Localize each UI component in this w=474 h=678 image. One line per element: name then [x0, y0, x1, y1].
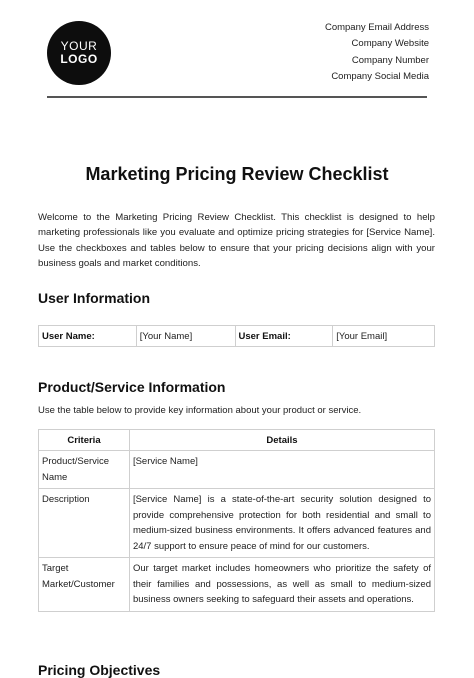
user-information-table: [38, 325, 435, 347]
intro-paragraph: Welcome to the Marketing Pricing Review Checklist. This checklist is designed to help marketing professionals like you evaluate and optimize pricing strategies for [Service Name]. Use the checkboxes and tables below to ensure that your pricing decisions align with your business goals and market conditions.: [38, 212, 435, 269]
user-name-label: User Name:: [39, 326, 137, 347]
table-row: [39, 558, 435, 612]
company-social-media: Company Social Media: [331, 70, 429, 82]
company-contact-block: [325, 20, 429, 85]
column-header-criteria: Criteria: [39, 430, 130, 451]
pricing-objectives-heading: Pricing Objectives: [38, 662, 161, 678]
user-email-field[interactable]: [Your Email]: [333, 326, 435, 347]
product-information-table: [38, 429, 435, 612]
company-website: Company Website: [351, 38, 429, 50]
product-information-heading: Product/Service Information: [38, 379, 226, 395]
row-details[interactable]: [Service Name]: [129, 451, 434, 489]
product-table-lead: Use the table below to provide key information about your product or service.: [38, 405, 362, 416]
table-row: [39, 326, 435, 347]
company-logo: [47, 21, 111, 85]
column-header-details: Details: [129, 430, 434, 451]
row-criteria: Description: [39, 489, 130, 558]
row-criteria: Product/Service Name: [39, 451, 130, 489]
row-criteria: Target Market/Customer: [39, 558, 130, 612]
row-details[interactable]: Our target market includes homeowners who prioritize the safety of their families and possessions, as well as small to medium-sized business owners seeking to safeguard their assets and operations.: [129, 558, 434, 612]
table-header-row: [39, 430, 435, 451]
user-name-field[interactable]: [Your Name]: [136, 326, 235, 347]
table-row: [39, 451, 435, 489]
logo-line-2: LOGO: [60, 52, 98, 66]
user-email-label: User Email:: [235, 326, 333, 347]
company-email: Company Email Address: [324, 22, 429, 33]
row-details[interactable]: [Service Name] is a state-of-the-art security solution designed to provide comprehensive protection for both residential and small to medium-sized business environments. It offers advanced features and 24/7 support to ensure peace of mind for our customers.: [129, 489, 434, 558]
user-information-heading: User Information: [38, 290, 151, 306]
header-divider: [47, 96, 427, 98]
company-number: Company Number: [351, 54, 429, 66]
logo-line-1: YOUR: [60, 39, 98, 53]
table-row: [39, 489, 435, 558]
page-title: Marketing Pricing Review Checklist: [85, 164, 389, 184]
